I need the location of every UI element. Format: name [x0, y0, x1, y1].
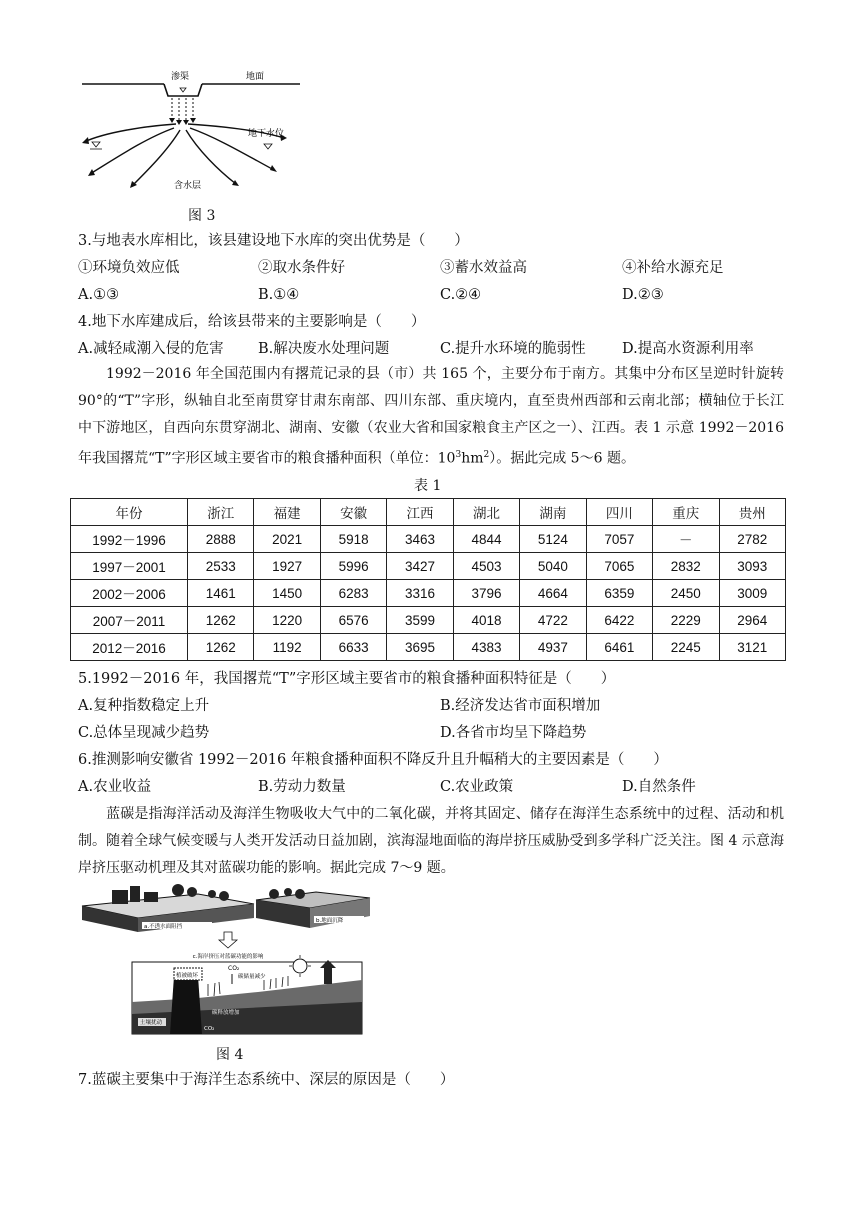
q3-option-a: A.①③ [78, 287, 120, 303]
table-cell: 2832 [653, 553, 719, 580]
q3-option-c: C.②④ [440, 287, 482, 303]
table-cell: 2007－2011 [71, 607, 188, 634]
table-cell: 4664 [520, 580, 586, 607]
table-cell: 3599 [387, 607, 453, 634]
q5-option-c: C.总体呈现减少趋势 [78, 725, 210, 741]
table-row [71, 607, 786, 634]
table-cell: 3796 [453, 580, 519, 607]
aquifer-label: 含水层 [174, 181, 202, 191]
q4-option-a: A.减轻咸潮入侵的危害 [78, 341, 224, 357]
passage-blue-carbon [78, 801, 784, 882]
table-cell: 1262 [188, 634, 254, 661]
table-cell: 6359 [586, 580, 652, 607]
table-cell: 6422 [586, 607, 652, 634]
q3-item-4: ④补给水源充足 [622, 260, 724, 276]
table-row [71, 526, 786, 553]
table-cell: 3121 [719, 634, 786, 661]
unit-hm: hm [461, 450, 484, 467]
table-cell: 1927 [254, 553, 320, 580]
passage-3-text: 蓝碳是指海洋活动及海洋生物吸收大气中的二氧化碳，并将其固定、储存在海洋生态系统中的过程、活动和机制。随着全球气候变暖与人类开发活动日益加剧，滨海湿地面临的海岸挤压威胁受到多学科广泛关注。图 4 示意海岸挤压驱动机理及其对蓝碳功能的影响。据此完成 7～9 题。 [78, 806, 784, 876]
table-cell: 1262 [188, 607, 254, 634]
header-jiangxi: 江西 [387, 499, 453, 526]
table-cell: 3009 [719, 580, 786, 607]
header-fujian: 福建 [254, 499, 320, 526]
co2-release-label: CO₂ [204, 1026, 215, 1032]
header-year: 年份 [71, 499, 188, 526]
q3-item-1: ①环境负效应低 [78, 260, 180, 276]
table-cell: 6576 [320, 607, 386, 634]
passage-abandoned-farmland [78, 361, 784, 473]
q3-option-b: B.①④ [258, 287, 300, 303]
table-cell: 5918 [320, 526, 386, 553]
q4-option-c: C.提升水环境的脆弱性 [440, 341, 586, 357]
question-4: 4.地下水库建成后，给该县带来的主要影响是（ ） [78, 314, 426, 330]
header-sichuan: 四川 [586, 499, 652, 526]
question-3: 3.与地表水库相比，该县建设地下水库的突出优势是（ ） [78, 233, 469, 249]
table-1-title: 表 1 [414, 478, 442, 494]
table-cell: 1992－1996 [71, 526, 188, 553]
table-cell: 5996 [320, 553, 386, 580]
table-cell: 1450 [254, 580, 320, 607]
q4-option-d: D.提高水资源利用率 [622, 341, 754, 357]
q3-item-3: ③蓄水效益高 [440, 260, 527, 276]
question-6: 6.推测影响安徽省 1992－2016 年粮食播种面积不降反升且升幅稍大的主要因素是（ ） [78, 752, 668, 768]
figure-3-diagram [76, 66, 306, 194]
co2-label: CO₂ [228, 965, 240, 972]
table-cell: 2964 [719, 607, 786, 634]
figure-4-caption: 图 4 [216, 1047, 244, 1063]
passage-2-end: ）。据此完成 5～6 题。 [489, 450, 635, 467]
table-row [71, 580, 786, 607]
table-cell: 7057 [586, 526, 652, 553]
q6-option-d: D.自然条件 [622, 779, 696, 795]
q5-option-d: D.各省市均呈下降趋势 [440, 725, 587, 741]
table-cell: 6633 [320, 634, 386, 661]
header-zhejiang: 浙江 [188, 499, 254, 526]
table-cell: 1192 [254, 634, 320, 661]
table-row [71, 553, 786, 580]
header-chongqing: 重庆 [653, 499, 719, 526]
water-table-label: 地下水位 [248, 129, 285, 139]
figure-3-caption: 图 3 [188, 208, 216, 224]
loss-label: 碳释放增加 [212, 1010, 240, 1016]
panel-a-label: a.不透水面阻挡 [144, 924, 183, 930]
q4-option-b: B.解决废水处理问题 [258, 341, 390, 357]
table-cell: 5124 [520, 526, 586, 553]
table-header-row [71, 499, 786, 526]
table-cell: 3093 [719, 553, 786, 580]
table-cell: 3695 [387, 634, 453, 661]
table-cell: 6461 [586, 634, 652, 661]
table-cell: － [653, 526, 719, 553]
q6-option-b: B.劳动力数量 [258, 779, 346, 795]
passage-2-text: 1992－2016 年全国范围内有撂荒记录的县（市）共 165 个，主要分布于南方。其集中分布区呈逆时针旋转 90°的“T”字形，纵轴自北至南贯穿甘肃东南部、四川东部、重庆境内，直至贵州西部和云南北部；横轴位于长江中下游地区，自西向东贯穿湖北、湖南、安徽（农业大省和国家粮食主产区之一）、江西。表 1 示意 1992－2016 年我国撂荒“T”字形区域主要省市的粮食播种面积（单位：10 [78, 366, 784, 467]
table-cell: 2021 [254, 526, 320, 553]
carbon-label: 碳储量减少 [238, 974, 266, 980]
table-cell: 3316 [387, 580, 453, 607]
table-cell: 2229 [653, 607, 719, 634]
grain-area-table [70, 498, 786, 661]
question-7: 7.蓝碳主要集中于海洋生态系统中、深层的原因是（ ） [78, 1072, 455, 1088]
table-cell: 4844 [453, 526, 519, 553]
table-cell: 2888 [188, 526, 254, 553]
ground-label: 地面 [246, 72, 265, 82]
q3-option-d: D.②③ [622, 287, 664, 303]
soil-label: 土壤扰动 [140, 1020, 163, 1026]
table-cell: 4937 [520, 634, 586, 661]
table-cell: 4383 [453, 634, 519, 661]
q5-option-b: B.经济发达省市面积增加 [440, 698, 601, 714]
vegetation-label: 植被破坏 [176, 973, 199, 979]
unit-sup-2: 2 [483, 450, 490, 460]
header-hunan: 湖南 [520, 499, 586, 526]
header-anhui: 安徽 [320, 499, 386, 526]
table-cell: 7065 [586, 553, 652, 580]
header-hubei: 湖北 [453, 499, 519, 526]
table-cell: 1220 [254, 607, 320, 634]
q3-item-2: ②取水条件好 [258, 260, 345, 276]
q6-option-a: A.农业收益 [78, 779, 152, 795]
table-cell: 2012－2016 [71, 634, 188, 661]
panel-c-label: c.海岸挤压对蓝碳功能的影响 [192, 954, 264, 960]
table-cell: 6283 [320, 580, 386, 607]
table-cell: 4722 [520, 607, 586, 634]
table-cell: 2533 [188, 553, 254, 580]
panel-b-label: b.地面沉降 [316, 918, 344, 924]
unit-sup-1: 3 [455, 450, 462, 460]
header-guizhou: 贵州 [719, 499, 786, 526]
table-cell: 3463 [387, 526, 453, 553]
table-cell: 1997－2001 [71, 553, 188, 580]
table-cell: 4018 [453, 607, 519, 634]
table-cell: 2245 [653, 634, 719, 661]
table-cell: 2450 [653, 580, 719, 607]
q5-option-a: A.复种指数稳定上升 [78, 698, 210, 714]
table-row [71, 634, 786, 661]
table-cell: 2782 [719, 526, 786, 553]
canal-label: 渗渠 [171, 72, 190, 82]
table-cell: 5040 [520, 553, 586, 580]
table-cell: 2002－2006 [71, 580, 188, 607]
table-cell: 1461 [188, 580, 254, 607]
figure-4-diagram [78, 884, 374, 1036]
table-cell: 4503 [453, 553, 519, 580]
table-cell: 3427 [387, 553, 453, 580]
question-5: 5.1992－2016 年，我国撂荒“T”字形区域主要省市的粮食播种面积特征是（ ） [78, 671, 616, 687]
q6-option-c: C.农业政策 [440, 779, 514, 795]
